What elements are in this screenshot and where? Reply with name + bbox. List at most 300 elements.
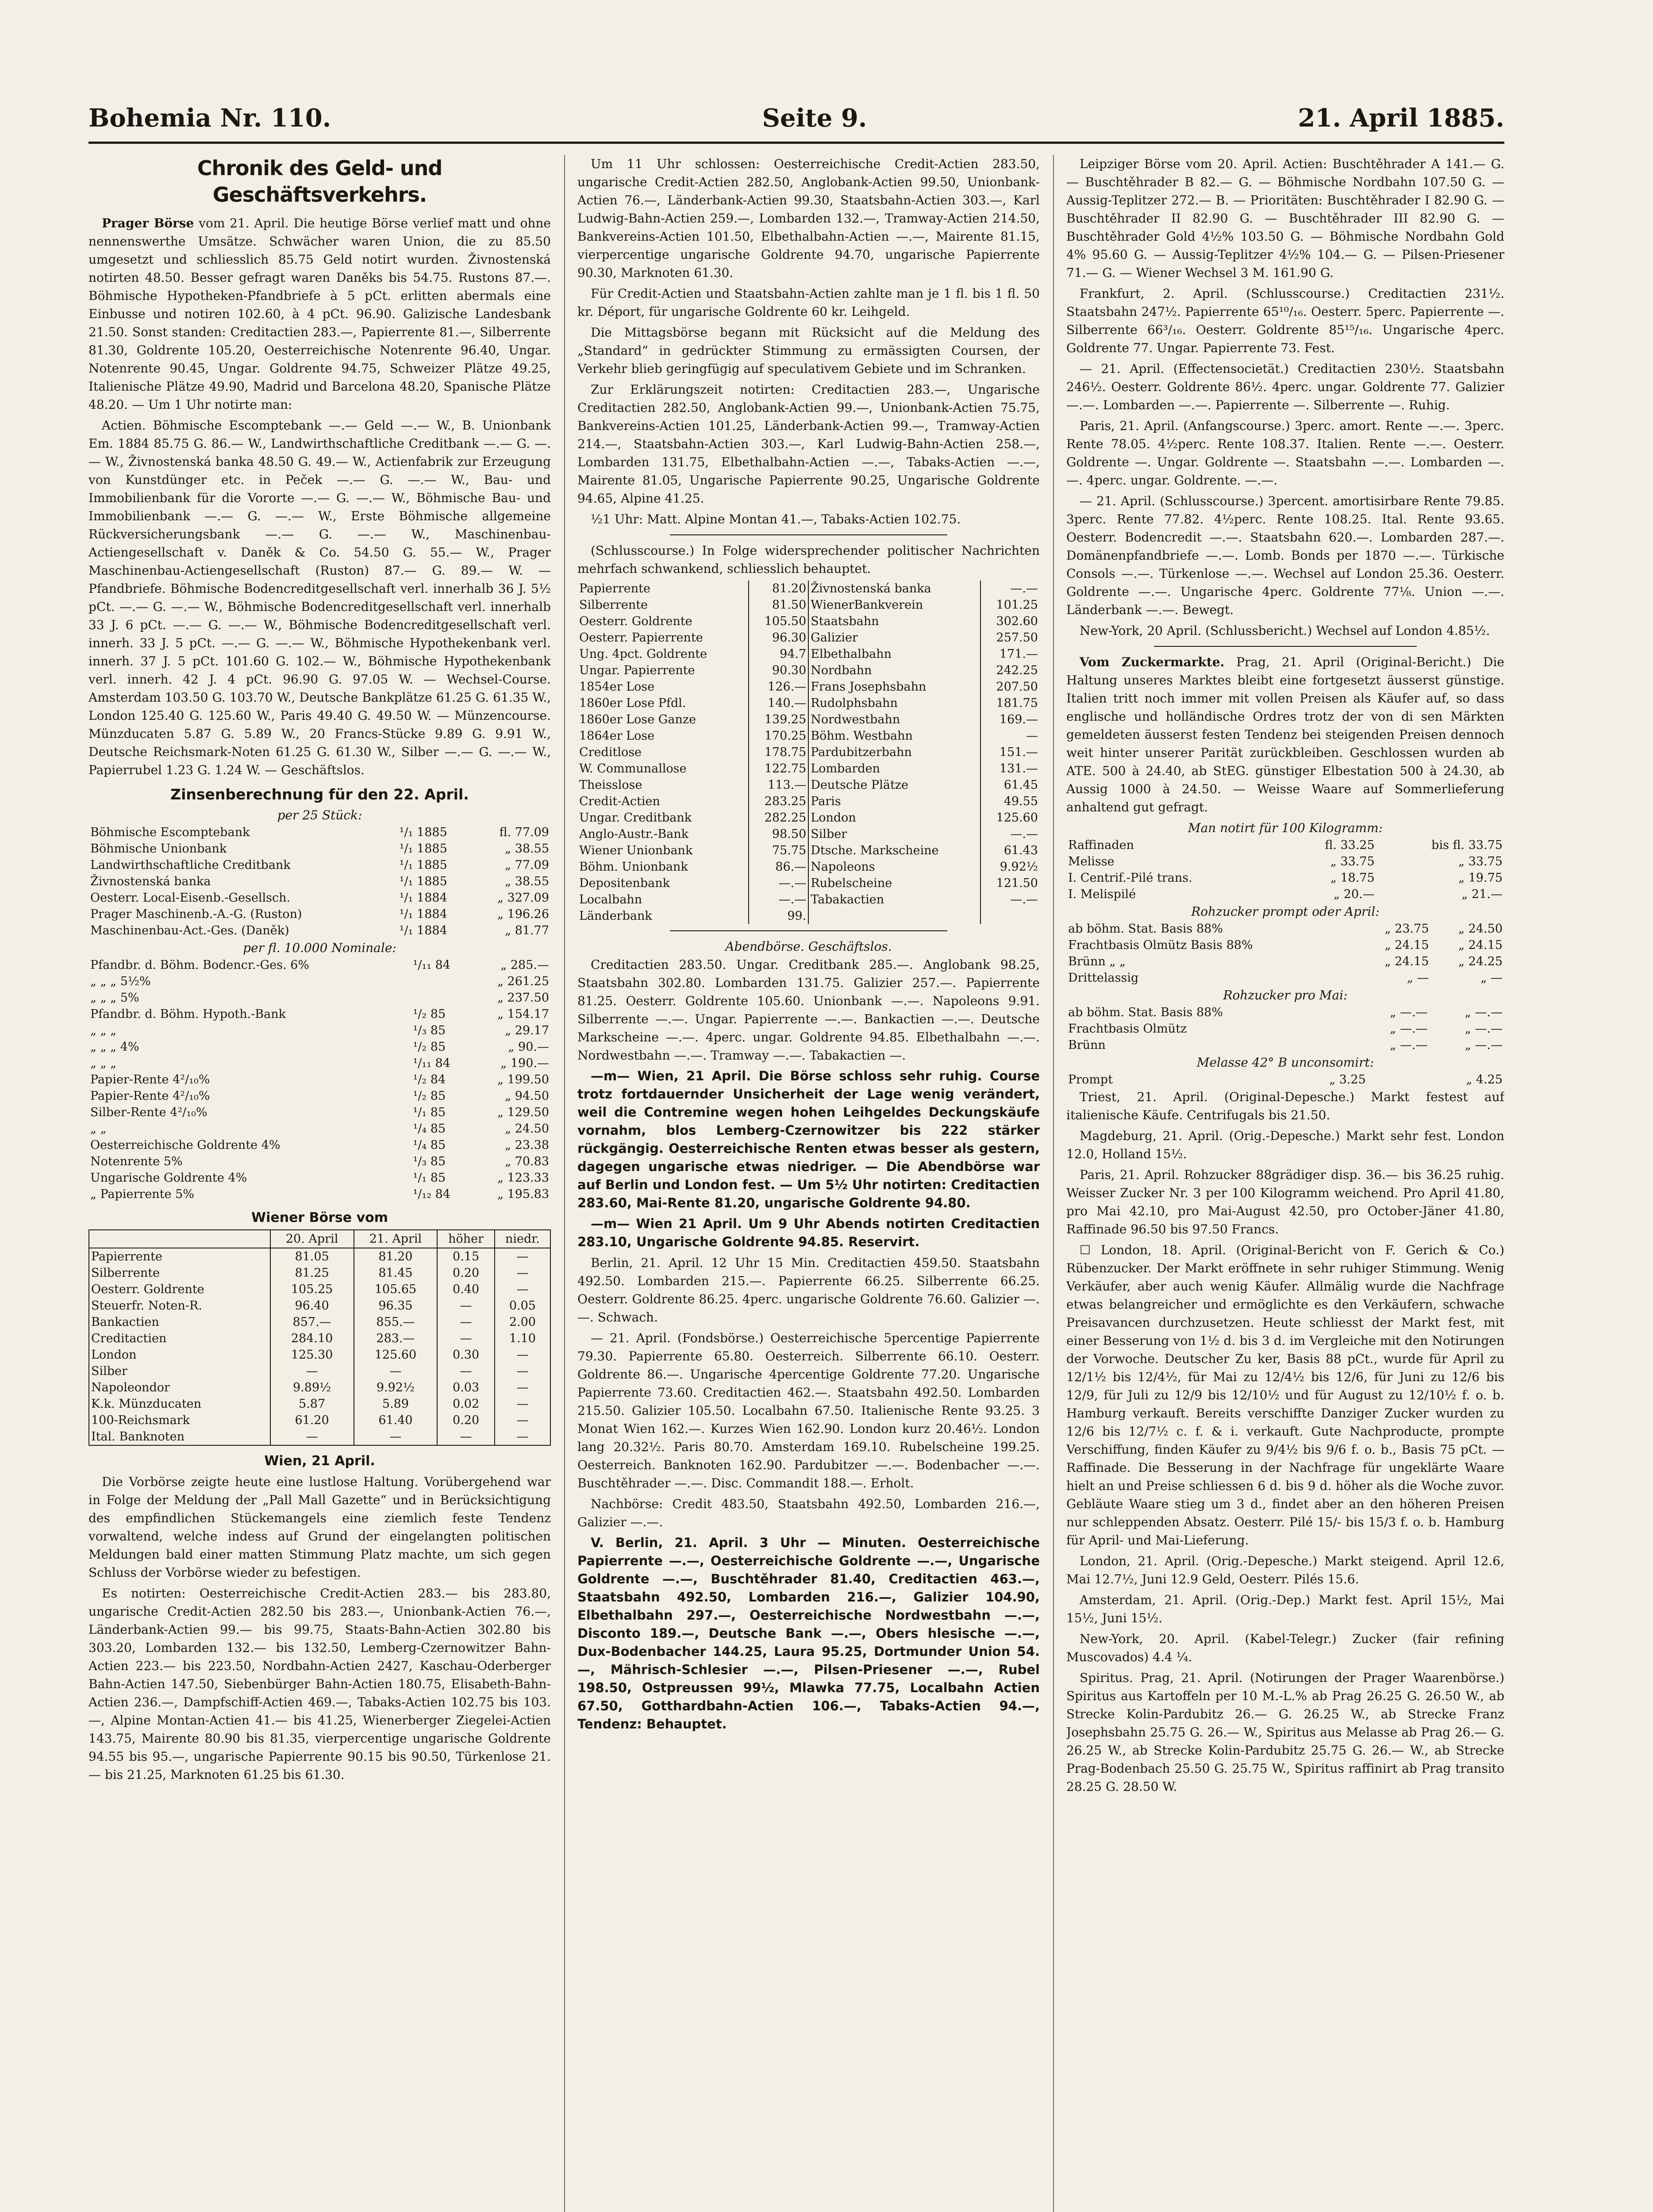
table-row bbox=[88, 841, 551, 857]
table-cell: — bbox=[437, 1330, 494, 1347]
table-cell: „ 24.50 bbox=[505, 1122, 549, 1136]
table-cell: 140.— bbox=[749, 695, 809, 711]
zinsen-table-2 bbox=[88, 957, 551, 1202]
table-cell: 105.25 bbox=[270, 1281, 354, 1298]
table-cell: Rubelscheine bbox=[808, 875, 980, 891]
column-2 bbox=[577, 155, 1040, 1736]
table-cell: 2.00 bbox=[495, 1314, 550, 1330]
london-bericht-paragraph: ☐ London, 18. April. (Original-Bericht von F. Gerich & Co.) Rübenzucker. Der Markt eröffnete in sehr ruhiger Stimmung. Wenig Verkäufer, aber auch wenig Käufer. Allmälig wurde die Nachfrage etwas belangreicher und ermöglichte es den Verkäufern, schwache Preisavancen durchzusetzen. Heute schliesst der Markt fest, mit einer Besserung von 1½ d. bis 3 d. im Vergleiche mit den Notirungen der Vorwoche. Deutscher Zu ker, Basis 88 pCt., wurde für April zu 12/1½ bis 12/4½, für Mai zu 12/4½ bis 12/6, für Juni zu 12/6 bis 12/9, für Juli zu 12/9 bis 12/10½ und für August zu 12/10½ f. o. b. Hamburg verkauft. Bereits verschiffte Danziger Zucker wurden zu 12/6 bis 12/7½ c. f. & i. verkauft. Gute Nachproducte, prompte Verschiffung, finden Käufer zu 9/4½ bis 9/6 f. o. b., Basis 75 pCt. — Raffinade. Die Besserung in der Nachfrage für ungeklärte Waare hielt an und Preise schliessen 6 d. bis 9 d. höher als die Woche zuvor. Gebläute Waare stieg um 3 d., findet aber an den höheren Preisen nur schleppenden Absatz. Oesterr. Pilé 15/- bis 15/3 f. o. b. Hamburg für April- und Mai-Lieferung. bbox=[1066, 1243, 1504, 1548]
zuckermarkt-paragraph bbox=[1066, 653, 1504, 816]
table-row bbox=[88, 1104, 551, 1121]
table-row bbox=[89, 1363, 550, 1379]
table-cell: 49.55 bbox=[1003, 795, 1038, 808]
table-row bbox=[88, 890, 551, 906]
table-cell: „ 24.15 bbox=[1458, 938, 1503, 952]
table-row bbox=[577, 662, 1040, 679]
table-cell: — bbox=[495, 1265, 550, 1281]
table-cell: 105.50 bbox=[749, 613, 809, 630]
table-cell: 1860er Lose Pfdl. bbox=[577, 695, 749, 711]
telegram-wien-paragraph: —m— Wien, 21 April. Die Börse schloss sehr ruhig. Course trotz fortdauernder Unsicherheit der Lage wenig verändert, weil die Contremine wegen hohen Leihgeldes Deckungskäufe vornahm, blos Lemberg-Czernowitzer bis 222 stärker rückgängig. Oesterreichische Renten etwas besser als gestern, dagegen ungarische etwas niedriger. — Die Abendbörse war auf Berlin und London fest. — Um 5½ Uhr notirten: Creditactien 283.60, Mai-Rente 81.20, ungarische Goldrente 94.80. bbox=[577, 1068, 1040, 1210]
mittagsboerse-paragraph: Die Mittagsbörse begann mit Rücksicht auf die Meldung des „Standard“ in gedrückter Stimmung zu ermässigten Coursen, der Verkehr blieb geringfügig auf speculativem Gebiete und im Schranken. bbox=[577, 325, 1040, 376]
table-cell: 96.35 bbox=[354, 1298, 438, 1314]
table-cell: Silber bbox=[808, 826, 980, 842]
table-cell: ¹/₂ 85 bbox=[413, 1007, 446, 1021]
table-cell: „ 195.83 bbox=[497, 1187, 549, 1201]
table-cell: —.— bbox=[1010, 582, 1038, 595]
table-cell: Wiener Unionbank bbox=[577, 842, 749, 859]
table-cell: 0.20 bbox=[437, 1265, 494, 1281]
table-cell: 855.— bbox=[354, 1314, 438, 1330]
column-header: 21. April bbox=[354, 1230, 438, 1248]
table-row bbox=[577, 777, 1040, 793]
table-cell: Prompt bbox=[1068, 1073, 1113, 1087]
table-cell: „ 199.50 bbox=[497, 1073, 549, 1087]
table-cell: Raffinaden bbox=[1068, 838, 1134, 852]
leipziger-paragraph: Leipziger Börse vom 20. April. Actien: Buschtěhrader A 141.— G. — Buschtěhrader B 82.— G. — Böhmische Nordbahn 107.50 G. — Aussig-Teplitzer 272.— B. — Prioritäten: Buschtěhrader I 82.90 G. — Buschtěhrader II 82.90 G. — Buschtěhrader III 82.90 G. — Buschtěhrader Gold 4½% 103.50 G. — Böhmische Nordbahn Gold 4% 95.60 G. — Aussig-Teplitzer 4½% 104.— G. — Pilsen-Priesener 71.— G. — Wiener Wechsel 3 M. 161.90 G. bbox=[1066, 157, 1504, 280]
table-cell: ¹/₂ 85 bbox=[413, 1089, 446, 1103]
wien-paragraph: Die Vorbörse zeigte heute eine lustlose Haltung. Vorübergehend war in Folge der Meldung der „Pall Mall Gazette“ und in Berücksichtigung des empfindlichen Stückemangels eine ziemlich feste Tendenz vorwaltend, welche indess auf Grund der eingelangten politischen Meldungen bald einer matten Stimmung Platz machte, um sich gegen Schluss der Vorbörse wieder zu befestigen. bbox=[88, 1475, 551, 1580]
table-cell: 0.40 bbox=[437, 1281, 494, 1298]
zuckermarkt-lead: Vom Zuckermarkte. bbox=[1080, 655, 1225, 669]
table-cell: ¹/₁ 1884 bbox=[399, 907, 447, 921]
table-cell: —.— bbox=[1010, 827, 1038, 841]
paris-schluss-paragraph: — 21. April. (Schlusscourse.) 3percent. amortisirbare Rente 79.85. 3perc. Rente 77.82. 4½perc. Rente 108.25. Ital. Rente 93.65. Oesterr. Bodencredit —.—. Staatsbahn 620.—. Lombarden 287.—. Domänenpfandbriefe —.—. Lomb. Bonds per 1870 —.—. Türkische Consols —.—. Türkenlose —.—. Wechsel auf London 25.36. Oesterr. Goldrente —.—. Ungarische 4perc. Goldrente 77⅛. Union —.—. Länderbank —.—. Bewegt. bbox=[1066, 494, 1504, 617]
table-cell: ¹/₃ 85 bbox=[413, 1024, 446, 1037]
table-cell: — bbox=[495, 1429, 550, 1445]
table-cell: „ 20.— bbox=[1334, 887, 1375, 901]
table-row bbox=[88, 1039, 551, 1055]
table-row bbox=[88, 1137, 551, 1153]
masthead bbox=[88, 93, 1504, 133]
table-cell: „ Papierrente 5% bbox=[90, 1187, 194, 1201]
zucker-table-3 bbox=[1066, 1004, 1504, 1053]
table-cell: — bbox=[437, 1298, 494, 1314]
table-row bbox=[1066, 1071, 1504, 1088]
table-cell: „ „ „ 4% bbox=[90, 1040, 139, 1054]
column-header bbox=[89, 1230, 270, 1248]
table-cell: 282.25 bbox=[749, 810, 809, 826]
table-cell: Silberrente bbox=[89, 1265, 270, 1281]
table-row bbox=[89, 1379, 550, 1396]
table-cell: Papier-Rente 4²/₁₀% bbox=[90, 1073, 210, 1087]
actien-paragraph: Actien. Böhmische Escomptebank —.— Geld —.— W., B. Unionbank Em. 1884 85.75 G. 86.— W., Landwirthschaftliche Creditbank —.— G. —.— W., Živnostenská banka 48.50 G. 49.— W., Actienfabrik zur Erzeugung von Kunstdünger etc. in Peček —.— G. —.— W., Bau- und Immobilienbank für die Vororte —.— G. —.— W., Böhmische Bau- und Immobilienbank —.— G. —.— W., Erste Böhmische allgemeine Rückversicherungsbank —.— G. —.— W., Maschinenbau-Actiengesellschaft v. Daněk & Co. 54.50 G. 55.— W., Prager Maschinenbau-Actiengesellschaft (Ruston) 87.— G. 89.— W. — Pfandbriefe. Böhmische Bodencreditgesellschaft verl. innerhalb 36 J. 5½ pCt. —.— G. —.— W., Böhmische Bodencreditgesellschaft verl. innerhalb 33 J. 6 pCt. —.— G. —.— W., Böhmische Bodencreditgesellschaft verl. innerh. 33 J. 5 pCt. —.— G. —.— W., Böhmische Hypothekenbank verl. innerh. 37 J. 5 pCt. 101.60 G. 102.— W., Böhmische Hypothekenbank verl. innerh. 42 J. 4 pCt. 96.90 G. 97.05 W. — Wechsel-Course. Amsterdam 103.50 G. 103.70 W., Deutsche Bankplätze 61.25 G. 61.35 W., London 125.40 G. 125.60 W., Paris 49.40 G. 49.50 W. — Münzencourse. Münzducaten 5.87 G. 5.89 W., 20 Francs-Stücke 9.89 G. 9.91 W., Deutsche Reichsmark-Noten 61.25 G. 61.30 W., Silber —.— G. —.— W., Papierrubel 1.23 G. 1.24 W. — Geschäftslos. bbox=[88, 418, 551, 777]
table-row bbox=[1066, 937, 1504, 953]
table-cell: 171.— bbox=[999, 647, 1038, 661]
table-cell: fl. 77.09 bbox=[499, 826, 549, 839]
table-cell: Pardubitzerbahn bbox=[808, 744, 980, 760]
table-cell: — bbox=[495, 1347, 550, 1363]
table-cell: Melisse bbox=[1068, 855, 1115, 868]
table-cell: Frans Josephsbahn bbox=[808, 679, 980, 695]
table-cell: 9.89½ bbox=[270, 1379, 354, 1396]
table-cell: „ 123.33 bbox=[497, 1171, 549, 1185]
table-cell: — bbox=[354, 1429, 438, 1445]
column-3 bbox=[1066, 155, 1504, 1798]
table-row bbox=[88, 1022, 551, 1039]
table-row bbox=[1066, 1037, 1504, 1053]
table-cell: Maschinenbau-Act.-Ges. (Daněk) bbox=[90, 924, 289, 937]
zucker-subtitle-4: Melasse 42° B unconsomirt: bbox=[1196, 1055, 1374, 1070]
table-cell: 61.45 bbox=[1003, 778, 1038, 792]
table-cell: ¹/₁ 1884 bbox=[399, 924, 447, 937]
table-row bbox=[577, 646, 1040, 662]
table-cell: 75.75 bbox=[749, 842, 809, 859]
table-cell: „ 129.50 bbox=[497, 1106, 549, 1119]
table-cell: 1864er Lose bbox=[577, 728, 749, 744]
table-cell: ¹/₁₁ 84 bbox=[413, 1056, 450, 1070]
table-cell: ¹/₁ 1885 bbox=[399, 858, 447, 872]
table-cell: Deutsche Plätze bbox=[808, 777, 980, 793]
table-cell: „ 261.25 bbox=[497, 975, 549, 988]
table-row bbox=[88, 1071, 551, 1088]
table-cell: „ —.— bbox=[1465, 1038, 1503, 1052]
table-row bbox=[88, 857, 551, 873]
table-row bbox=[88, 1170, 551, 1186]
table-cell: ¹/₁ 1885 bbox=[399, 875, 447, 888]
table-cell: „ 23.75 bbox=[1384, 922, 1429, 936]
table-cell: Frachtbasis Olmütz bbox=[1068, 1022, 1187, 1036]
table-cell: Localbahn bbox=[577, 891, 749, 908]
newspaper-page bbox=[88, 75, 1504, 2212]
table-cell: Napoleons bbox=[808, 859, 980, 875]
table-row bbox=[1066, 970, 1504, 986]
table-cell: 86.— bbox=[749, 859, 809, 875]
table-row bbox=[89, 1314, 550, 1330]
paris-zucker-paragraph: Paris, 21. April. Rohzucker 88grädiger disp. 36.— bis 36.25 ruhig. Weisser Zucker Nr. 3 per 100 Kilogramm weichend. Pro April 41.80, pro Mai 42.10, pro Mai-August 42.50, pro October-Jäner 41.80, Raffinade 96.50 bis 97.50 Francs. bbox=[1066, 1167, 1504, 1237]
table-row bbox=[88, 1006, 551, 1022]
table-cell: 9.92½ bbox=[999, 860, 1038, 874]
zucker-subtitle-2: Rohzucker prompt oder April: bbox=[1191, 904, 1380, 919]
table-row bbox=[1066, 870, 1504, 886]
table-cell: „ 24.15 bbox=[1384, 938, 1429, 952]
table-cell: Galizier bbox=[808, 630, 980, 646]
table-cell: Silber-Rente 4²/₁₀% bbox=[90, 1106, 208, 1119]
frankfurt-paragraph: Frankfurt, 2. April. (Schlusscourse.) Creditactien 231½. Staatsbahn 247½. Papierrente 65¹⁰/₁₆. Oesterr. 5perc. Papierrente —. Silberrente 66³/₁₆. Oesterr. Goldrente 85¹⁵/₁₆. Ungarische 4perc. Goldrente 77. Ungar. Papierrente 73. Fest. bbox=[1066, 286, 1504, 355]
table-cell: Rudolphsbahn bbox=[808, 695, 980, 711]
table-cell: —.— bbox=[1010, 893, 1038, 906]
table-cell: Bankactien bbox=[89, 1314, 270, 1330]
table-cell: Brünn bbox=[1068, 1038, 1106, 1052]
table-cell: Ungar. Papierrente bbox=[577, 662, 749, 679]
zucker-table bbox=[1066, 837, 1504, 902]
table-cell: Tabakactien bbox=[808, 891, 980, 908]
table-cell: 178.75 bbox=[749, 744, 809, 760]
table-row bbox=[577, 826, 1040, 842]
amsterdam-paragraph: Amsterdam, 21. April. (Orig.-Dep.) Markt fest. April 15½, Mai 15½, Juni 15½. bbox=[1066, 1593, 1504, 1625]
table-row bbox=[88, 1153, 551, 1170]
table-cell: Papierrente bbox=[577, 580, 749, 597]
table-cell: 81.45 bbox=[354, 1265, 438, 1281]
table-row bbox=[88, 906, 551, 922]
table-cell: „ 24.50 bbox=[1458, 922, 1503, 936]
table-cell: Brünn „ „ bbox=[1068, 955, 1126, 968]
table-cell: —.— bbox=[749, 891, 809, 908]
table-cell: — bbox=[354, 1363, 438, 1379]
table-cell: ¹/₂ 85 bbox=[413, 1040, 446, 1054]
table-cell: Lombarden bbox=[808, 760, 980, 777]
table-cell: 105.65 bbox=[354, 1281, 438, 1298]
table-cell: „ 285.— bbox=[500, 958, 549, 972]
masthead-rule bbox=[88, 142, 1504, 144]
table-cell: 61.40 bbox=[354, 1412, 438, 1429]
table-cell: 284.10 bbox=[270, 1330, 354, 1347]
table-row bbox=[89, 1429, 550, 1445]
table-cell: 242.25 bbox=[996, 664, 1038, 677]
table-row bbox=[577, 859, 1040, 875]
table-cell: Elbethalbahn bbox=[808, 646, 980, 662]
table-cell: —.— bbox=[749, 875, 809, 891]
new-york-zucker-paragraph: New-York, 20. April. (Kabel-Telegr.) Zucker (fair refining Muscovados) 4.4 ¼. bbox=[1066, 1632, 1504, 1664]
table-row bbox=[577, 711, 1040, 728]
table-cell: 113.— bbox=[749, 777, 809, 793]
table-cell: „ 19.75 bbox=[1458, 871, 1503, 885]
table-cell: Drittelassig bbox=[1068, 971, 1139, 985]
table-cell: 9.92½ bbox=[354, 1379, 438, 1396]
table-cell: 139.25 bbox=[749, 711, 809, 728]
table-cell: 151.— bbox=[999, 745, 1038, 759]
triest-paragraph: Triest, 21. April. (Original-Depesche.) Markt festest auf italienische Käufe. Centrifugals bis 21.50. bbox=[1066, 1090, 1504, 1122]
table-row bbox=[89, 1347, 550, 1363]
table-row bbox=[577, 679, 1040, 695]
table-row bbox=[577, 760, 1040, 777]
table-cell: 170.25 bbox=[749, 728, 809, 744]
table-cell: Anglo-Austr.-Bank bbox=[577, 826, 749, 842]
column-header: niedr. bbox=[495, 1230, 550, 1248]
table-cell: 101.25 bbox=[996, 598, 1038, 612]
table-row bbox=[88, 873, 551, 890]
table-cell: Oesterreichische Goldrente 4% bbox=[90, 1138, 281, 1152]
berlin-fondsboerse-paragraph: — 21. April. (Fondsbörse.) Oesterreichische 5percentige Papierrente 79.30. Papierrente 65.80. Oesterreich. Silberrente 66.10. Oesterr. Goldrente 86.—. Ungarische 4percentige Goldrente 77.20. Ungarische Papierrente 73.60. Creditactien 462.—. Staatsbahn 492.50. Lombarden 215.50. Galizier 105.50. Localbahn 67.50. Italienische Rente 93.25. 3 Monat Wien 162.—. Kurzes Wien 162.90. London kurz 20.46½. London lang 20.32½. Paris 80.70. Amsterdam 169.10. Rubelscheine 199.25. Oesterreich. Banknoten 162.90. Pardubitzer —.—. Bodenbacher —.—. Buschtěhrader —.—. Disc. Commandit 188.—. Erholt. bbox=[577, 1331, 1040, 1490]
erklaerungszeit-paragraph: Zur Erklärungszeit notirten: Creditactien 283.—, Ungarische Creditactien 282.50, Anglobank-Actien 99.—, Unionbank-Actien 75.75, Bankvereins-Actien 101.25, Länderbank-Actien 99.—, Tramway-Actien 214.—, Staatsbahn-Actien 303.—, Karl Ludwig-Bahn-Actien 258.—, Lombarden 131.75, Elbethalbahn-Actien —.—, Tabaks-Actien —.—, Mairente 81.05, Ungarische Papierrente 90.25, Ungarische Goldrente 94.65, Alpine 41.25. bbox=[577, 382, 1040, 506]
table-row bbox=[89, 1248, 550, 1265]
table-cell: — bbox=[437, 1314, 494, 1330]
table-cell: Dtsche. Markscheine bbox=[808, 842, 980, 859]
table-row bbox=[1066, 953, 1504, 970]
table-cell: „ 24.15 bbox=[1384, 955, 1429, 968]
separator bbox=[670, 930, 947, 931]
table-cell: Silberrente bbox=[577, 597, 749, 613]
table-cell: Živnostenská banka bbox=[90, 875, 211, 888]
wiener-boerse-title: Wiener Börse vom bbox=[251, 1210, 388, 1225]
column-1 bbox=[88, 155, 551, 1786]
table-cell: 125.60 bbox=[354, 1347, 438, 1363]
table-cell: 81.05 bbox=[270, 1248, 354, 1265]
separator bbox=[1154, 646, 1417, 647]
section-title: Chronik des Geld- und Geschäftsverkehrs. bbox=[197, 156, 442, 207]
table-row bbox=[577, 597, 1040, 613]
zinsen-subtitle-2: per fl. 10.000 Nominale: bbox=[243, 941, 396, 955]
table-row bbox=[577, 908, 1040, 924]
table-cell: „ 4.25 bbox=[1466, 1073, 1503, 1087]
table-row bbox=[577, 793, 1040, 810]
table-row bbox=[89, 1298, 550, 1314]
table-cell bbox=[411, 973, 470, 990]
table-cell: ¹/₁ 1885 bbox=[399, 826, 447, 839]
table-cell: 169.— bbox=[999, 713, 1038, 726]
table-cell: 90.30 bbox=[749, 662, 809, 679]
column-header: höher bbox=[437, 1230, 494, 1248]
column-divider bbox=[1053, 155, 1054, 2212]
telegram-wien-evening-paragraph: —m— Wien 21 April. Um 9 Uhr Abends notirten Creditactien 283.10, Ungarische Goldrente 94.85. Reservirt. bbox=[577, 1216, 1040, 1249]
table-cell: „ 24.25 bbox=[1458, 955, 1503, 968]
table-cell: 857.— bbox=[270, 1314, 354, 1330]
table-cell: Landwirthschaftliche Creditbank bbox=[90, 858, 291, 872]
table-row bbox=[88, 1088, 551, 1104]
zucker-table-4 bbox=[1066, 1071, 1504, 1088]
table-cell: Depositenbank bbox=[577, 875, 749, 891]
table-cell: 81.20 bbox=[749, 580, 809, 597]
schlusscourse-paragraph: (Schlusscourse.) In Folge widersprechender politischer Nachrichten mehrfach schwankend, schliesslich behauptet. bbox=[577, 543, 1040, 576]
table-cell: „ — bbox=[1407, 971, 1429, 985]
table-cell: Notenrente 5% bbox=[90, 1155, 183, 1168]
table-cell: — bbox=[437, 1363, 494, 1379]
table-cell: I. Melispilé bbox=[1068, 887, 1136, 901]
masthead-issue: Bohemia Nr. 110. bbox=[88, 104, 331, 133]
table-cell: „ „ „ 5½% bbox=[90, 975, 151, 988]
table-cell: bis fl. 33.75 bbox=[1431, 838, 1503, 852]
table-cell: Papierrente bbox=[89, 1248, 270, 1265]
table-cell: Böhmische Escomptebank bbox=[90, 826, 250, 839]
table-cell: 1.10 bbox=[495, 1330, 550, 1347]
zinsen-subtitle: per 25 Stück: bbox=[277, 808, 362, 822]
table-row bbox=[577, 613, 1040, 630]
table-cell: ab böhm. Stat. Basis 88% bbox=[1068, 922, 1223, 936]
table-cell: 283.— bbox=[354, 1330, 438, 1347]
table-cell: — bbox=[495, 1412, 550, 1429]
table-cell: „ 23.38 bbox=[505, 1138, 549, 1152]
table-cell: „ 94.50 bbox=[505, 1089, 549, 1103]
prager-boerse-text: vom 21. April. Die heutige Börse verlief matt und ohne nennenswerthe Umsätze. Schwächer waren Union, die zu 85.50 umgesetzt und schliesslich 85.75 Geld notirt wurden. Živnostenská notirten 48.50. Besser gefragt waren Daněks bis 54.75. Rustons 87.—. Böhmische Hypotheken-Pfandbriefe à 5 pCt. erlitten abermals eine Einbusse und notiren 102.60, à 4 pCt. 96.90. Galizische Landesbank 21.50. Sonst standen: Creditactien 283.—, Papierrente 81.—, Silberrente 81.30, Goldrente 105.20, Oesterreichische Notenrente 96.40, Ungar. Notenrente 90.45, Ungar. Goldrente 94.75, Schweizer Plätze 49.25, Italienische Plätze 49.90, Madrid und Barcelona 48.20, Spanische Plätze 48.20. — Um 1 Uhr notirte man: bbox=[88, 216, 551, 412]
table-cell: „ 77.09 bbox=[505, 858, 549, 872]
table-cell: „ 237.50 bbox=[497, 991, 549, 1005]
table-cell: 283.25 bbox=[749, 793, 809, 810]
table-cell: 0.03 bbox=[437, 1379, 494, 1396]
table-cell: Staatsbahn bbox=[808, 613, 980, 630]
table-cell: „ „ bbox=[90, 1122, 107, 1136]
table-cell: — bbox=[495, 1248, 550, 1265]
table-cell: „ „ „ bbox=[90, 1024, 117, 1037]
table-row bbox=[88, 990, 551, 1006]
table-cell: „ 154.17 bbox=[497, 1007, 549, 1021]
table-cell: ¹/₁ 85 bbox=[413, 1171, 446, 1185]
table-cell bbox=[980, 908, 1040, 924]
table-cell: 0.20 bbox=[437, 1412, 494, 1429]
table-cell: — bbox=[495, 1396, 550, 1412]
table-cell: „ 33.75 bbox=[1330, 855, 1375, 868]
table-cell: WienerBankverein bbox=[808, 597, 980, 613]
table-cell: 131.— bbox=[999, 762, 1038, 776]
wien-title: Wien, 21 April. bbox=[264, 1453, 375, 1469]
table-row bbox=[577, 630, 1040, 646]
table-cell: Länderbank bbox=[577, 908, 749, 924]
table-cell: Ungarische Goldrente 4% bbox=[90, 1171, 247, 1185]
table-row bbox=[577, 580, 1040, 597]
table-cell: „ —.— bbox=[1390, 1006, 1428, 1019]
table-cell: I. Centrif.-Pilé trans. bbox=[1068, 871, 1192, 885]
masthead-page-number: Seite 9. bbox=[762, 104, 867, 133]
table-cell: 126.— bbox=[749, 679, 809, 695]
table-cell: Böhmische Unionbank bbox=[90, 842, 227, 856]
table-cell: Nordbahn bbox=[808, 662, 980, 679]
prager-boerse-paragraph bbox=[88, 214, 551, 414]
table-cell: „ 81.77 bbox=[505, 924, 549, 937]
table-cell: Nordwestbahn bbox=[808, 711, 980, 728]
table-cell: ab böhm. Stat. Basis 88% bbox=[1068, 1006, 1223, 1019]
abendboerse-title: Abendbörse. Geschäftslos. bbox=[725, 939, 892, 954]
table-cell: „ —.— bbox=[1465, 1006, 1503, 1019]
table-row bbox=[88, 824, 551, 841]
wien-paragraph-2: Es notirten: Oesterreichische Credit-Actien 283.— bis 283.80, ungarische Credit-Actien 282.50 bis 283.—, Unionbank-Actien 76.—, Länderbank-Actien 99.— bis 99.75, Staats-Bahn-Actien 302.80 bis 303.20, Lombarden 132.— bis 132.50, Lemberg-Czernowitzer Bahn-Actien 223.— bis 223.50, Nordbahn-Actien 2427, Kaschau-Oderberger Bahn-Actien 147.50, Siebenbürger Bahn-Actien 180.75, Elisabeth-Bahn-Actien 236.—, Dampfschiff-Actien 469.—, Tabaks-Actien 102.75 bis 103.—, Alpine Montan-Actien 41.— bis 41.25, Wienerberger Ziegelei-Actien 143.75, Mairente 80.90 bis 81.35, vierpercentige ungarische Goldrente 94.55 bis 95.—, ungarische Papierrente 90.15 bis 90.50, Türkenlose 21.— bis 21.25, Marknoten 61.25 bis 61.30. bbox=[88, 1586, 551, 1782]
table-cell: W. Communallose bbox=[577, 760, 749, 777]
table-cell: Paris bbox=[808, 793, 980, 810]
halb-eins-paragraph: ½1 Uhr: Matt. Alpine Montan 41.—, Tabaks-Actien 102.75. bbox=[591, 512, 961, 526]
table-cell: ¹/₁₂ 84 bbox=[413, 1187, 450, 1201]
abendboerse-paragraph: Creditactien 283.50. Ungar. Creditbank 285.—. Anglobank 98.25, Staatsbahn 302.80. Lombarden 131.75. Galizier 257.—. Papierrente 81.25. Oesterr. Goldrente 105.60. Unionbank —.—. Napoleons 9.91. Silberrente —.—. Ungar. Papierrente —.—. Bankactien —.—. Deutsche Markscheine —.—. 4perc. ungar. Goldrente 94.85. Elbethalbahn —.—. Nordwestbahn —.—. Tramway —.—. Tabakactien —. bbox=[577, 957, 1040, 1063]
table-cell: Böhm. Unionbank bbox=[577, 859, 749, 875]
table-cell: „ 38.55 bbox=[505, 842, 549, 856]
table-cell: Ung. 4pct. Goldrente bbox=[577, 646, 749, 662]
table-cell: Pfandbr. d. Böhm. Bodencr.-Ges. 6% bbox=[90, 958, 309, 972]
table-row bbox=[577, 810, 1040, 826]
table-cell: — bbox=[270, 1363, 354, 1379]
table-row bbox=[577, 891, 1040, 908]
masthead-date: 21. April 1885. bbox=[1298, 104, 1504, 133]
table-row bbox=[577, 744, 1040, 760]
table-cell: 1860er Lose Ganze bbox=[577, 711, 749, 728]
zucker-subtitle: Man notirt für 100 Kilogramm: bbox=[1188, 821, 1383, 835]
new-york-paragraph: New-York, 20 April. (Schlussbericht.) Wechsel auf London 4.85½. bbox=[1080, 623, 1490, 638]
wiener-boerse-table bbox=[88, 1229, 551, 1446]
table-row bbox=[1066, 921, 1504, 937]
table-row bbox=[89, 1396, 550, 1412]
paris-anfang-paragraph: Paris, 21. April. (Anfangscourse.) 3perc. amort. Rente —.—. 3perc. Rente 78.05. 4½perc. Rente 108.37. Italien. Rente —.—. Oesterr. Goldrente —. Ungar. Goldrente —. Staatsbahn —.—. Lombarden —.—. 4perc. ungar. Goldrente. —.—. bbox=[1066, 419, 1504, 488]
table-cell: 122.75 bbox=[749, 760, 809, 777]
table-row bbox=[577, 842, 1040, 859]
table-row bbox=[1066, 853, 1504, 870]
table-row bbox=[88, 922, 551, 939]
table-cell: Credit-Actien bbox=[577, 793, 749, 810]
table-cell: 0.02 bbox=[437, 1396, 494, 1412]
table-row bbox=[88, 1186, 551, 1202]
table-cell: 257.50 bbox=[996, 631, 1038, 645]
table-cell: 61.20 bbox=[270, 1412, 354, 1429]
schlusscourse-table bbox=[577, 580, 1040, 924]
table-cell: Papier-Rente 4²/₁₀% bbox=[90, 1089, 210, 1103]
table-cell: 302.60 bbox=[996, 614, 1038, 628]
table-cell: 96.30 bbox=[749, 630, 809, 646]
table-cell: 1854er Lose bbox=[577, 679, 749, 695]
table-cell bbox=[411, 990, 470, 1006]
column-header: 20. April bbox=[270, 1230, 354, 1248]
prager-boerse-lead: Prager Börse bbox=[102, 216, 194, 230]
table-cell: „ 21.— bbox=[1461, 887, 1503, 901]
table-cell: 121.50 bbox=[996, 876, 1038, 890]
table-cell: 181.75 bbox=[996, 696, 1038, 710]
table-cell: 98.50 bbox=[749, 826, 809, 842]
schluss-11-paragraph: Um 11 Uhr schlossen: Oesterreichische Credit-Actien 283.50, ungarische Credit-Actien 282.50, Anglobank-Actien 99.50, Unionbank-Actien 76.—, Länderbank-Actien 99.30, Staatsbahn-Actien 303.—, Karl Ludwig-Bahn-Actien 259.—, Lombarden 132.—, Tramway-Actien 214.50, Bankvereins-Actien 101.50, Elbethalbahn-Actien —.—, Mairente 81.15, vierpercentige ungarische Goldrente 94.70, ungarische Papierrente 90.30, Marknoten 61.30. bbox=[577, 157, 1040, 280]
table-cell: ¹/₁₁ 84 bbox=[413, 958, 450, 972]
table-row bbox=[1066, 886, 1504, 902]
berlin-3uhr-paragraph: V. Berlin, 21. April. 3 Uhr — Minuten. Oesterreichische Papierrente —.—, Oesterreichische Goldrente —.—, Ungarische Goldrente —.—, Buschtěhrader 81.40, Creditactien 463.—, Staatsbahn 492.50, Lombarden 216.—, Galizier 104.90, Elbethalbahn 297.—, Oesterreichische Nordwestbahn —.—, Disconto 189.—, Deutsche Bank —.—, Obers hlesische —.—, Dux-Bodenbacher 144.25, Laura 95.25, Dortmunder Union 54.—, Mährisch-Schlesier —.—, Pilsen-Priesener —.—, Rubel 198.50, Ostpreussen 99½, Mlawka 77.75, Localbahn Actien 67.50, Gotthardbahn-Actien 106.—, Tabaks-Actien 94.—, Tendenz: Behauptet. bbox=[577, 1535, 1040, 1732]
table-cell: 207.50 bbox=[996, 680, 1038, 694]
table-cell bbox=[808, 908, 980, 924]
table-cell: „ —.— bbox=[1465, 1022, 1503, 1036]
table-row bbox=[89, 1265, 550, 1281]
zuckermarkt-text: Prag, 21. April (Original-Bericht.) Die Haltung unseres Marktes bleibt eine fortgesetzt äusserst günstige. Italien tritt noch immer mit vollen Preisen als Käufer auf, so dass englische und holländische Ordres trotz der von di sen Märkten gemeldeten äusserst festen Tendenz bei steigenden Preisen dennoch weit hinter unserer Parität zurückbleiben. Geschlossen wurden ab ATE. 500 à 24.40, ab StEG. günstiger Elbestation 500 à 24.30, ab Aussig 1000 à 24.50. — Weisse Waare auf Sommerlieferung anhaltend gut gefragt. bbox=[1066, 655, 1504, 814]
table-cell: Živnostenská banka bbox=[808, 580, 980, 597]
table-cell: Pfandbr. d. Böhm. Hypoth.-Bank bbox=[90, 1007, 286, 1021]
table-cell: 99. bbox=[749, 908, 809, 924]
